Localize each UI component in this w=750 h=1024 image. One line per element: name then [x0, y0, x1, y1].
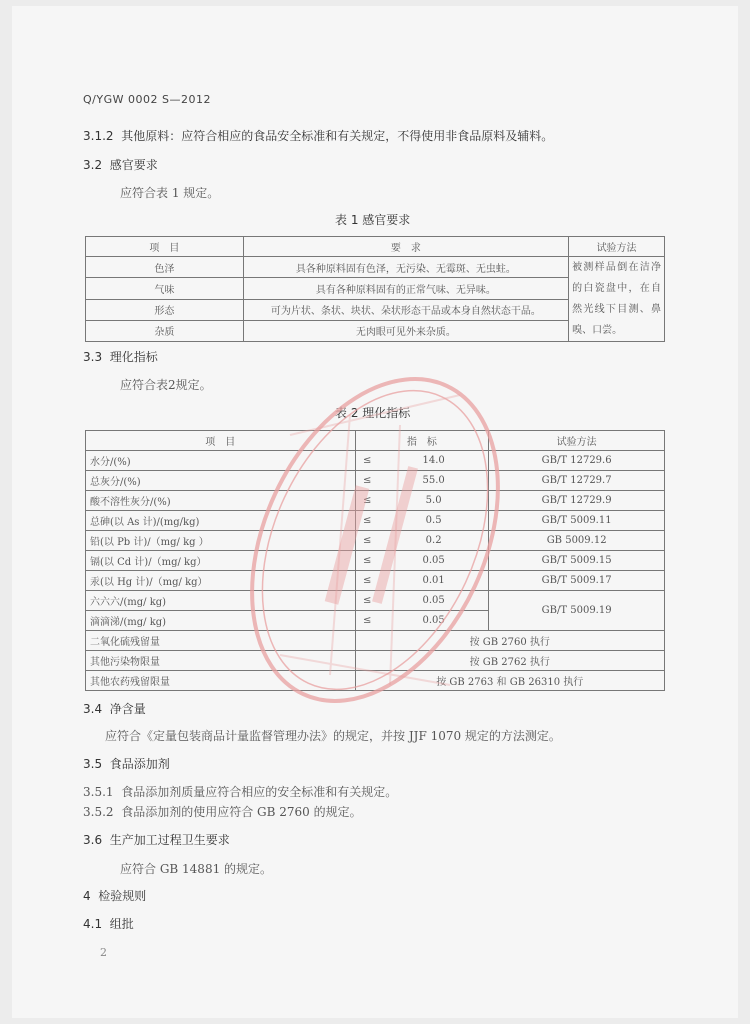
section-title: 净含量: [109, 702, 146, 716]
table-sensory-requirements: [85, 236, 665, 342]
official-seal-stamp: [230, 355, 520, 725]
table1-caption: 表 1 感官要求: [335, 213, 411, 227]
table2-method-merged: GB/T 5009.19: [489, 591, 665, 631]
section-text: 食品添加剂质量应符合相应的安全标准和有关规定。: [121, 785, 398, 799]
section-number: 3.4: [83, 702, 103, 716]
table2-method: GB/T 12729.9: [489, 491, 665, 511]
table2-item: 滴滴涕/(mg/ kg): [86, 611, 356, 631]
table1-requirement: 具有各种原料固有的正常气味、无异味。: [243, 278, 568, 299]
table2-spanning-requirement: 按 GB 2762 执行: [355, 651, 665, 671]
table2-operator: ≤: [355, 451, 379, 471]
section-4-1-heading: [83, 915, 134, 932]
table2-item: 镉(以 Cd 计)/（mg/ kg）: [86, 551, 356, 571]
table2-value: 55.0: [379, 471, 489, 491]
section-title: 检验规则: [98, 889, 147, 903]
section-number: 4: [83, 889, 91, 903]
section-number: 4.1: [83, 917, 103, 931]
table2-item: 铅(以 Pb 计)/（mg/ kg ）: [86, 531, 356, 551]
section-text: 食品添加剂的使用应符合 GB 2760 的规定。: [121, 805, 362, 819]
table2-operator: ≤: [355, 511, 379, 531]
table2-operator: ≤: [355, 491, 379, 511]
section-3-3-body: 应符合表2规定。: [120, 378, 212, 392]
section-number: 3.5.2: [83, 805, 114, 819]
table2-value: 14.0: [379, 451, 489, 471]
table1-method: 被测样品倒在洁净的白瓷盘中，在自然光线下目测、鼻嗅、口尝。: [569, 257, 665, 342]
table2-item: 总砷(以 As 计)/(mg/kg): [86, 511, 356, 531]
table2-operator: ≤: [355, 471, 379, 491]
section-title: 食品添加剂: [109, 757, 170, 771]
table2-operator: ≤: [355, 531, 379, 551]
section-number: 3.3: [83, 350, 103, 364]
table2-item: 汞(以 Hg 计)/（mg/ kg）: [86, 571, 356, 591]
table2-item: 酸不溶性灰分/(%): [86, 491, 356, 511]
section-title: 理化指标: [109, 350, 158, 364]
table2-item: 其他农药残留限量: [86, 671, 356, 691]
table2-operator: ≤: [355, 611, 379, 631]
table1-item: 形态: [86, 299, 244, 320]
table2-header-indicator: 指 标: [355, 431, 489, 451]
table2-method: GB/T 5009.17: [489, 571, 665, 591]
section-3-4-heading: [83, 700, 146, 717]
table2-value: 0.05: [379, 611, 489, 631]
table2-method: GB/T 12729.6: [489, 451, 665, 471]
section-number: 3.1.2: [83, 129, 114, 143]
table2-item: 六六六/(mg/ kg): [86, 591, 356, 611]
table2-item: 总灰分/(%): [86, 471, 356, 491]
section-3-5-heading: [83, 755, 170, 772]
section-text: 其他原料：应符合相应的食品安全标准和有关规定，不得使用非食品原料及辅料。: [121, 129, 554, 143]
table1-item: 气味: [86, 278, 244, 299]
table1-header-requirement: 要 求: [243, 237, 568, 257]
section-3-4-body: 应符合《定量包装商品计量监督管理办法》的规定，并按 JJF 1070 规定的方法测定。: [105, 729, 561, 743]
section-number: 3.2: [83, 158, 103, 172]
table2-operator: ≤: [355, 551, 379, 571]
section-number: 3.5: [83, 757, 103, 771]
table2-caption: 表 2 理化指标: [335, 406, 411, 420]
table2-spanning-requirement: 按 GB 2763 和 GB 26310 执行: [355, 671, 665, 691]
table2-value: 0.05: [379, 591, 489, 611]
table2-value: 0.2: [379, 531, 489, 551]
table2-item: 二氧化硫残留量: [86, 631, 356, 651]
table1-requirement: 可为片状、条状、块状、朵状形态干品或本身自然状态干品。: [243, 299, 568, 320]
table2-value: 5.0: [379, 491, 489, 511]
table2-item: 其他污染物限量: [86, 651, 356, 671]
table2-header-method: 试验方法: [489, 431, 665, 451]
section-3-6-heading: [83, 831, 230, 848]
table2-header-item: 项 目: [86, 431, 356, 451]
table2-method: GB/T 5009.15: [489, 551, 665, 571]
table1-requirement: 无肉眼可见外来杂质。: [243, 320, 568, 341]
section-3-5-2: [83, 803, 362, 820]
table2-item: 水分/(%): [86, 451, 356, 471]
section-3-1-2: [83, 127, 553, 144]
section-number: 3.5.1: [83, 785, 114, 799]
standard-header: Q/YGW 0002 S—2012: [83, 93, 211, 106]
table1-header-method: 试验方法: [569, 237, 665, 257]
section-number: 3.6: [83, 833, 103, 847]
section-3-3-heading: [83, 348, 158, 365]
table2-operator: ≤: [355, 571, 379, 591]
table1-requirement: 具各种原料固有色泽，无污染、无霉斑、无虫蛀。: [243, 257, 568, 278]
table1-header-item: 项 目: [86, 237, 244, 257]
section-title: 组批: [109, 917, 134, 931]
table2-method: GB/T 12729.7: [489, 471, 665, 491]
section-3-6-body: 应符合 GB 14881 的规定。: [120, 862, 273, 876]
section-3-2-body: 应符合表 1 规定。: [120, 186, 220, 200]
table2-method: GB/T 5009.11: [489, 511, 665, 531]
section-3-2-heading: [83, 156, 158, 173]
table2-value: 0.01: [379, 571, 489, 591]
table2-spanning-requirement: 按 GB 2760 执行: [355, 631, 665, 651]
table2-method: GB 5009.12: [489, 531, 665, 551]
section-3-5-1: [83, 783, 397, 800]
table2-value: 0.05: [379, 551, 489, 571]
table1-item: 杂质: [86, 320, 244, 341]
table1-item: 色泽: [86, 257, 244, 278]
page-number: 2: [100, 946, 107, 959]
table2-value: 0.5: [379, 511, 489, 531]
table2-operator: ≤: [355, 591, 379, 611]
section-title: 生产加工过程卫生要求: [109, 833, 230, 847]
section-title: 感官要求: [109, 158, 158, 172]
section-4-heading: [83, 887, 146, 904]
